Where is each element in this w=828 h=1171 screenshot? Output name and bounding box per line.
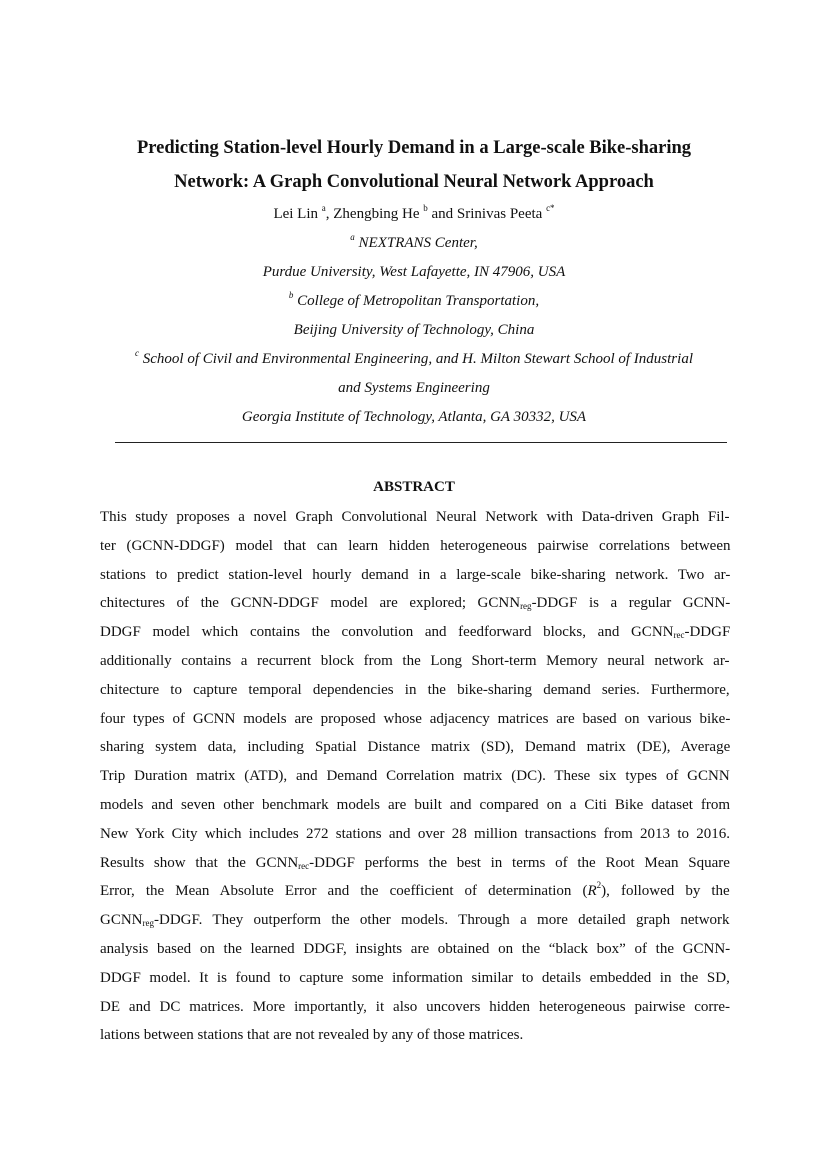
text-run: -DDGF performs the best in terms of the Root Mean Square	[309, 854, 730, 871]
author-name: , Zhengbing He	[325, 206, 420, 222]
abstract-line	[100, 618, 730, 647]
abstract-line: additionally contains a recurrent block from the Long Short-term Memory neural network ar-	[100, 652, 730, 669]
abstract-line: analysis based on the learned DDGF, insights are obtained on the “black box” of the GCNN-	[100, 940, 731, 957]
abstract-line: chitecture to capture temporal dependencies in the bike-sharing demand series. Furthermore,	[100, 681, 730, 698]
affiliation-block	[30, 229, 798, 432]
author-affil-marker: a	[321, 203, 326, 213]
abstract-line	[100, 849, 730, 878]
title-line-1: Predicting Station-level Hourly Demand in a Large-scale Bike-sharing	[136, 138, 692, 158]
text-run: -DDGF is a regular GCNN-	[531, 595, 731, 612]
author-list	[60, 200, 768, 229]
abstract-heading: ABSTRACT	[373, 479, 455, 495]
affiliation-b-line-2: Beijing University of Technology, China	[293, 322, 535, 338]
abstract-line: lations between stations that are not revealed by any of those matrices.	[100, 1027, 524, 1044]
abstract-line	[100, 877, 730, 906]
superscript: 2	[596, 880, 602, 891]
text-run: -DDGF	[684, 624, 731, 641]
text-run: chitectures of the GCNN-DDGF model are explored; GCNN	[100, 595, 521, 612]
affiliation-b-line-1	[30, 287, 798, 316]
text-run: ), followed by the	[601, 883, 730, 900]
subscript: reg	[142, 918, 155, 929]
text-run: GCNN	[100, 912, 143, 929]
abstract-line: ter (GCNN-DDGF) model that can learn hidden heterogeneous pairwise correlations between	[100, 537, 731, 554]
affil-text: College of Metropolitan Transportation,	[293, 293, 540, 309]
subscript: reg	[520, 601, 532, 612]
author-affil-marker: c*	[546, 203, 555, 213]
affiliation-a-line-1	[30, 229, 798, 258]
subscript: rec	[673, 630, 685, 641]
abstract-line: four types of GCNN models are proposed whose adjacency matrices are based on various bike-	[100, 710, 731, 727]
separator-rule	[115, 442, 727, 443]
subscript: rec	[298, 860, 310, 871]
title-line-2: Network: A Graph Convolutional Neural Network Approach	[174, 172, 654, 192]
abstract-line: New York City which includes 272 stations and over 28 million transactions from 2013 to 2016.	[100, 825, 731, 842]
affiliation-c-line-3: Georgia Institute of Technology, Atlanta, GA 30332, USA	[241, 409, 587, 425]
text-run: DDGF model which contains the convolution and feedforward blocks, and GCNN	[100, 624, 674, 641]
affiliation-c-line-2: and Systems Engineering	[338, 380, 490, 396]
text-run: Error, the Mean Absolute Error and the coefficient of determination (	[100, 883, 588, 900]
text-run: Results show that the GCNN	[100, 854, 299, 871]
author-name: and Srinivas Peeta	[427, 206, 543, 222]
abstract-line: This study proposes a novel Graph Convolutional Neural Network with Data-driven Graph Fil-	[100, 509, 730, 525]
abstract-line: DDGF model. It is found to capture some information similar to details embedded in the SD,	[100, 969, 730, 986]
abstract-line: DE and DC matrices. More importantly, it also uncovers hidden heterogeneous pairwise corre-	[100, 998, 731, 1015]
abstract-line: stations to predict station-level hourly demand in a large-scale bike-sharing network. Two ar-	[100, 566, 731, 583]
affil-marker: b	[288, 290, 294, 300]
abstract-line: Trip Duration matrix (ATD), and Demand Correlation matrix (DC). These six types of GCNN	[100, 768, 730, 785]
paper-title	[60, 131, 768, 199]
abstract-line	[100, 906, 730, 935]
abstract-line	[100, 589, 730, 618]
affiliation-c-line-1	[30, 345, 798, 374]
affil-text: School of Civil and Environmental Engineering, and H. Milton Stewart School of Industrial	[139, 351, 693, 367]
affiliation-a-line-2: Purdue University, West Lafayette, IN 47906, USA	[262, 264, 566, 280]
abstract-line: sharing system data, including Spatial Distance matrix (SD), Demand matrix (DE), Average	[100, 739, 731, 756]
math-symbol: R	[587, 883, 597, 900]
abstract-line: models and seven other benchmark models are built and compared on a Citi Bike dataset from	[100, 796, 731, 813]
abstract-body	[100, 503, 730, 1050]
affil-text: NEXTRANS Center,	[354, 235, 478, 251]
author-name: Lei Lin	[273, 206, 319, 222]
affil-marker: c	[135, 348, 139, 358]
text-run: -DDGF. They outperform the other models. Through a more detailed graph network	[154, 912, 730, 929]
affil-marker: a	[350, 232, 355, 242]
author-affil-marker: b	[423, 203, 428, 213]
